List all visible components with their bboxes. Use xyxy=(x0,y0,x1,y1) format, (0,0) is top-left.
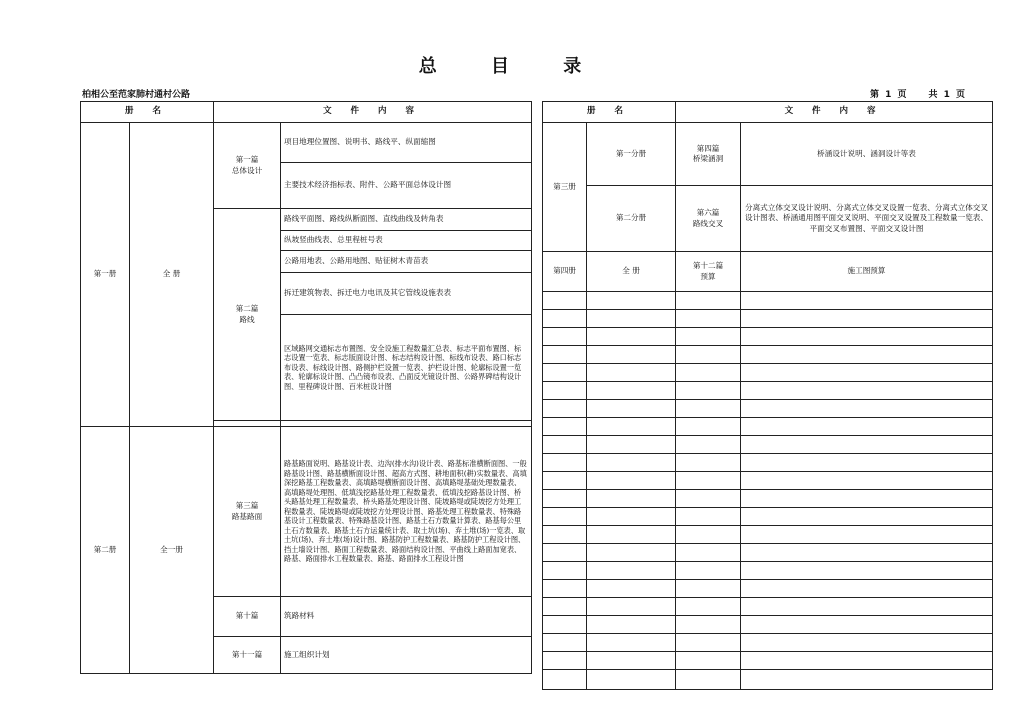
volume-label: 全一册 xyxy=(130,427,214,674)
content-item: 主要技术经济指标表、附件、公路平面总体设计图 xyxy=(281,163,532,209)
content-item: 路基路面说明、路基设计表、边沟(排水沟)设计表、路基标准横断面图、一般路基设计图、路基横断面设计图、超高方式图、耕地面积(耕)实数量表、高填深挖路基工程数量表、高填路堤横断面设计图、高填路堤基础处理数量表、高填路堤处理图、低填浅挖路基处理工程数量表、低填浅挖路基设计图、桥头路基处理工程数量表、桥头路基处理设计图、陡坡路堤或陡坡挖方处理工程数量表、陡坡路堤或陡坡挖方处理设计图、路基处理工程数量表、特殊路基设计工程数量表、特殊路基设计图、路基土石方数量计算表、路基每公里土石方数量表、路基土石方运量统计表、取土坑(场)、弃土堆(场)一览表、取土坑(场)、弃土堆(场)设计图、路基防护工程数量表、路基防护工程设计图、挡土墙设计图、路面工程数量表、路面结构设计图、平曲线上路面加宽表、路基、路面排水工程数量表、路基、路面排水工程设计图 xyxy=(281,427,532,597)
chapter-1: 第一篇 总体设计 xyxy=(214,123,281,209)
volume-label: 全 册 xyxy=(130,123,214,427)
content-item: 纵坡竖曲线表、总里程桩号表 xyxy=(281,231,532,251)
volume-header: 册 名 xyxy=(543,102,676,123)
content-header: 文 件 内 容 xyxy=(676,102,993,123)
page-number: 第 1 页 xyxy=(870,90,907,100)
content-item: 施工图预算 xyxy=(741,252,993,292)
content-item: 分离式立体交叉设计说明、分离式立体交叉设置一览表、分离式立体交叉设计图表、桥涵通用图平面交叉说明、平面交叉设置及工程数量一览表、平面交叉布置图、平面交叉设计图 xyxy=(741,186,993,252)
subvolume-2: 第二分册 xyxy=(587,186,676,252)
content-item: 施工组织计划 xyxy=(281,637,532,674)
chapter-12: 第十二篇 预算 xyxy=(676,252,741,292)
volume-header: 册 名 xyxy=(81,102,214,123)
page-info xyxy=(870,87,965,100)
chapter-4: 第四篇 桥梁涵洞 xyxy=(676,123,741,186)
page-total: 共 1 页 xyxy=(928,90,966,100)
content-item: 公路用地表、公路用地图、贴征树木青苗表 xyxy=(281,251,532,273)
content-item: 桥涵设计说明、涵洞设计等表 xyxy=(741,123,993,186)
volume-name: 第三册 xyxy=(543,123,587,252)
document-title: 总 目 录 xyxy=(418,56,606,77)
subvolume-1: 第一分册 xyxy=(587,123,676,186)
chapter-2: 第二篇 路线 xyxy=(214,209,281,421)
content-item: 项目地理位置图、说明书、路线平、纵面缩图 xyxy=(281,123,532,163)
chapter-3: 第三篇 路基路面 xyxy=(214,427,281,597)
chapter-10: 第十篇 xyxy=(214,597,281,637)
project-name: 柏相公至范家肺村通村公路 xyxy=(82,90,191,100)
content-item: 拆迁建筑物表、拆迁电力电讯及其它管线设施表表 xyxy=(281,273,532,315)
volume-name: 第四册 xyxy=(543,252,587,292)
content-item: 筑路材料 xyxy=(281,597,532,637)
chapter-11: 第十一篇 xyxy=(214,637,281,674)
table-divider xyxy=(531,101,542,673)
content-header: 文 件 内 容 xyxy=(214,102,532,123)
volume-name: 第二册 xyxy=(81,427,130,674)
right-contents-table xyxy=(542,101,993,690)
volume-label: 全 册 xyxy=(587,252,676,292)
volume-name: 第一册 xyxy=(81,123,130,427)
content-item: 路线平面图、路线纵断面图、直线曲线及转角表 xyxy=(281,209,532,231)
chapter-6: 第六篇 路线交叉 xyxy=(676,186,741,252)
content-item: 区域路网交通标志布置图、安全设施工程数量汇总表、标志平面布置图、标志设置一览表、标志版面设计图、标志结构设计图、标线布设表、路口标志布设表、标线设计图、路侧护栏设置一览表、护栏设计图、轮廓标设置一览表、轮廓标设计图、凸凸镜布设表、凸面反光镜设计图、公路界碑结构设计图、里程碑设计图、百米桩设计图 xyxy=(281,315,532,421)
left-contents-table xyxy=(80,101,532,674)
